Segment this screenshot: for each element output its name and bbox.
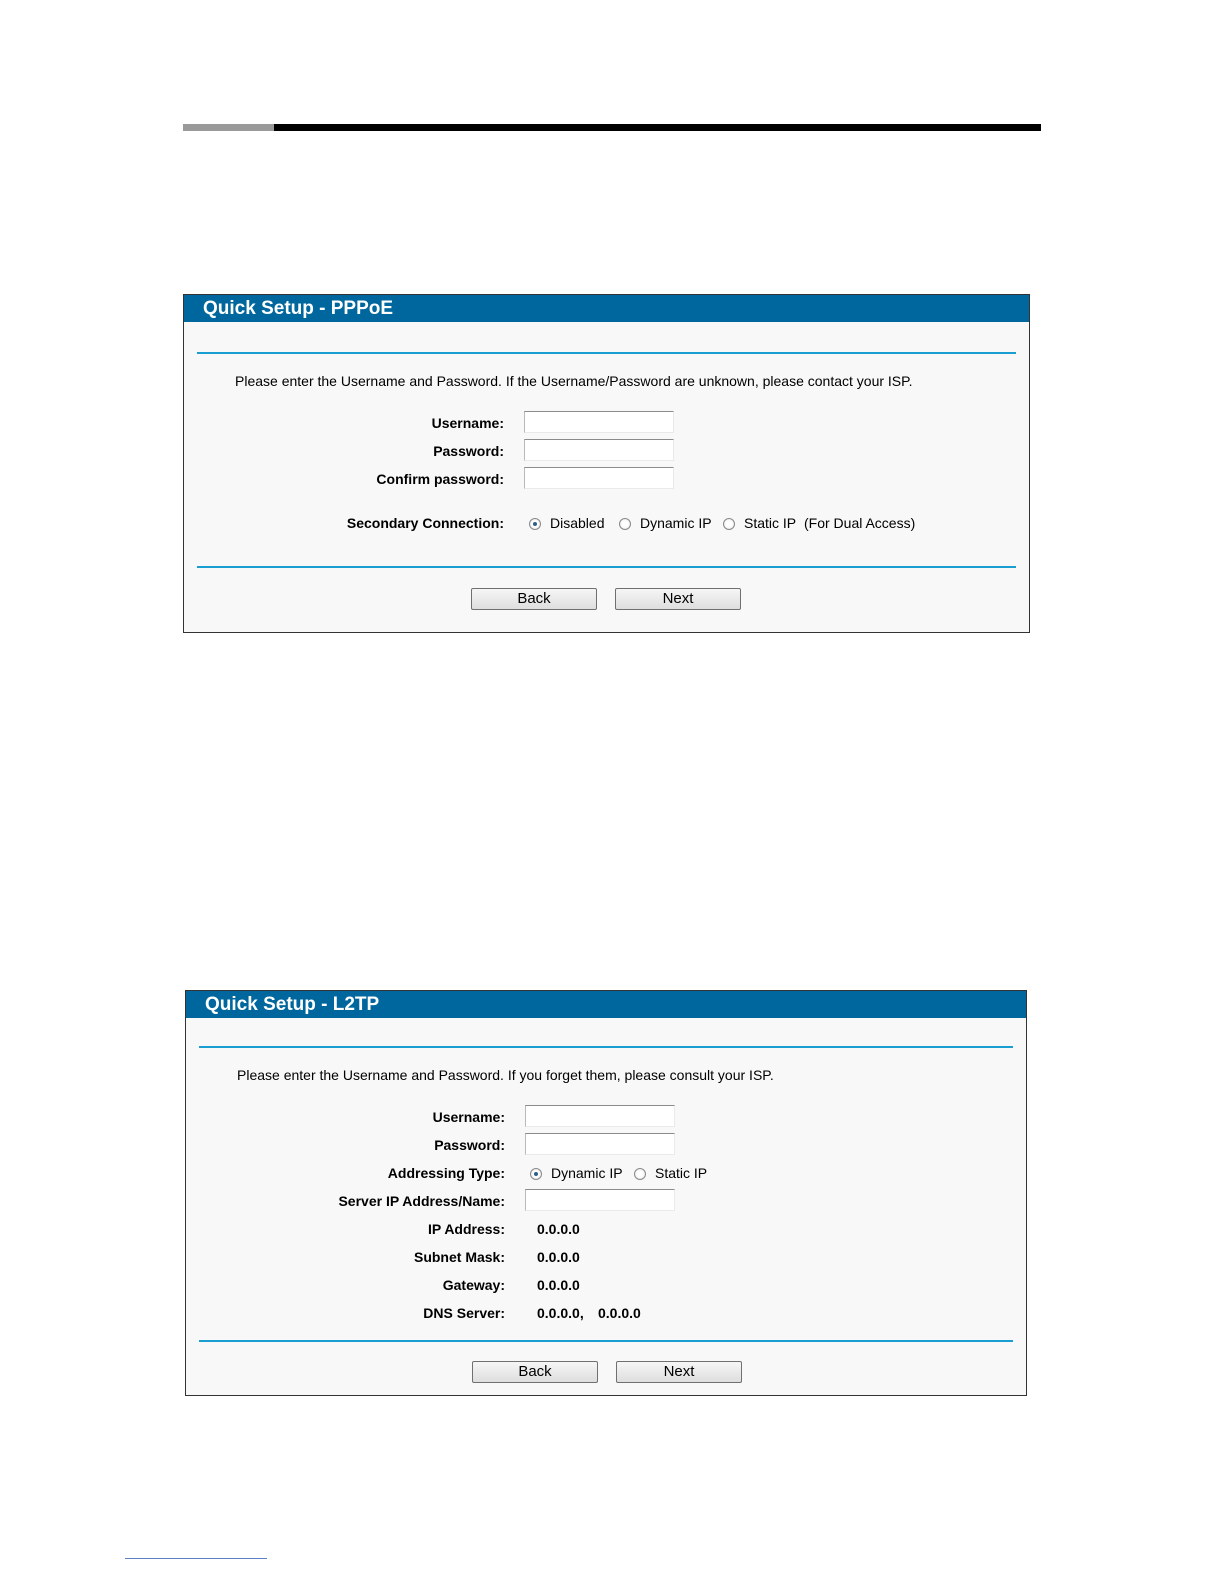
ip-address-label: IP Address: xyxy=(427,1221,505,1237)
radio-static-ip[interactable] xyxy=(723,518,735,530)
server-address-input[interactable] xyxy=(525,1189,675,1211)
radio-static-ip[interactable] xyxy=(634,1168,646,1180)
l2tp-title: Quick Setup - L2TP xyxy=(186,991,1026,1018)
dual-access-note: (For Dual Access) xyxy=(804,515,916,531)
next-button[interactable]: Next xyxy=(616,1361,742,1383)
radio-dynamic-ip[interactable] xyxy=(530,1168,542,1180)
separator xyxy=(197,352,1016,354)
back-button[interactable]: Back xyxy=(472,1361,598,1383)
separator xyxy=(197,566,1016,568)
username-label: Username: xyxy=(432,1109,505,1125)
separator xyxy=(199,1340,1013,1342)
back-button[interactable]: Back xyxy=(471,588,597,610)
username-input[interactable] xyxy=(525,1105,675,1127)
dns-server-label: DNS Server: xyxy=(423,1305,505,1321)
password-input[interactable] xyxy=(524,439,674,461)
confirm-password-label: Confirm password: xyxy=(376,471,504,487)
l2tp-instruction: Please enter the Username and Password. If you forget them, please consult your ISP. xyxy=(237,1067,774,1083)
dns-secondary-value: 0.0.0.0 xyxy=(598,1305,641,1321)
radio-dynamic-ip-label: Dynamic IP xyxy=(640,515,712,531)
radio-dynamic-ip-label: Dynamic IP xyxy=(551,1165,623,1181)
radio-dynamic-ip[interactable] xyxy=(619,518,631,530)
gateway-label: Gateway: xyxy=(442,1277,505,1293)
header-rule xyxy=(183,124,1041,131)
header-rule-accent xyxy=(183,124,274,131)
radio-static-ip-label: Static IP xyxy=(744,515,797,531)
separator xyxy=(199,1046,1013,1048)
footer-rule xyxy=(125,1558,267,1559)
pppoe-title: Quick Setup - PPPoE xyxy=(184,295,1029,322)
pppoe-instruction: Please enter the Username and Password. If the Username/Password are unknown, please contact your ISP. xyxy=(235,373,913,389)
gateway-value: 0.0.0.0 xyxy=(537,1277,580,1293)
pppoe-panel xyxy=(183,294,1030,633)
password-label: Password: xyxy=(434,1137,505,1153)
password-input[interactable] xyxy=(525,1133,675,1155)
subnet-mask-label: Subnet Mask: xyxy=(413,1249,505,1265)
username-input[interactable] xyxy=(524,411,674,433)
confirm-password-input[interactable] xyxy=(524,467,674,489)
radio-disabled-label: Disabled xyxy=(550,515,605,531)
ip-address-value: 0.0.0.0 xyxy=(537,1221,580,1237)
dns-primary-value: 0.0.0.0, xyxy=(537,1305,584,1321)
secondary-connection-label: Secondary Connection: xyxy=(346,515,504,531)
l2tp-panel xyxy=(185,990,1027,1396)
subnet-mask-value: 0.0.0.0 xyxy=(537,1249,580,1265)
addressing-type-label: Addressing Type: xyxy=(387,1165,505,1181)
radio-static-ip-label: Static IP xyxy=(655,1165,708,1181)
password-label: Password: xyxy=(433,443,504,459)
radio-disabled[interactable] xyxy=(529,518,541,530)
server-address-label: Server IP Address/Name: xyxy=(338,1193,505,1209)
next-button[interactable]: Next xyxy=(615,588,741,610)
username-label: Username: xyxy=(431,415,504,431)
